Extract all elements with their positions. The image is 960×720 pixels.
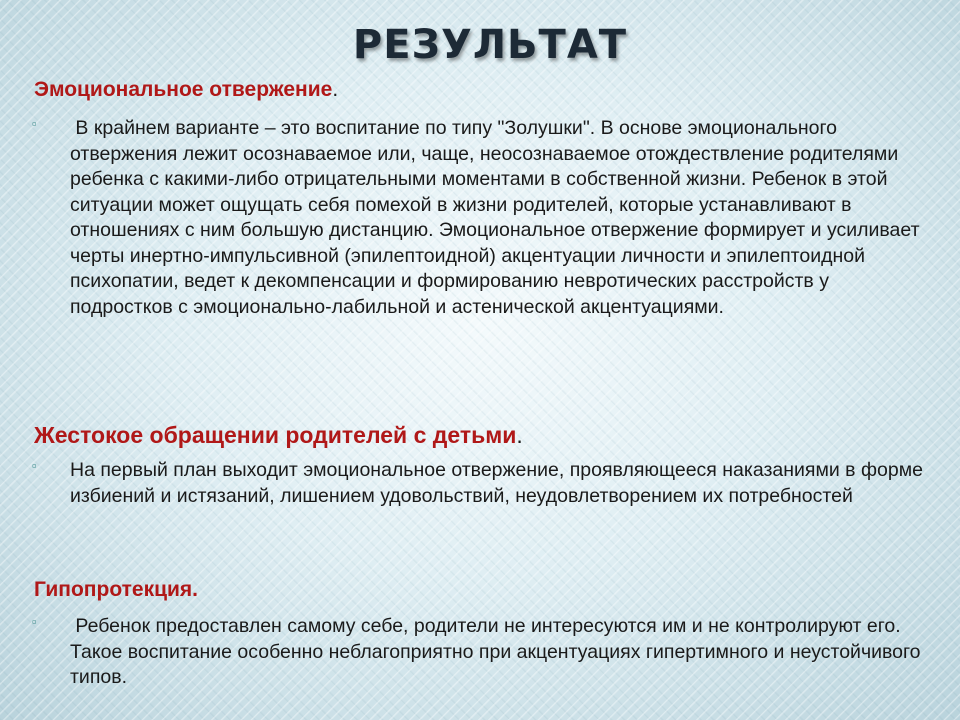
- slide-title: РЕЗУЛЬТАТ: [352, 22, 628, 68]
- bullet-text: В крайнем варианте – это воспитание по типу "Золушки". В основе эмоционального отвержения лежит осознаваемое или, чаще, неосознаваемое отождествление родителями ребенка с какими-либо отрицательными моментами в собственной жизни. Ребенок в этой ситуации может ощущать себя помехой в жизни родителей, которые устанавливают в отношениях с ним большую дистанцию. Эмоциональное отвержение формирует и усиливает черты инертно-импульсивной (эпилептоидной) акцентуации личности и эпилептоидной психопатии, ведет к декомпенсации и формированию невротических расстройств у подростков с эмоционально-лабильной и астенической акцентуациями.: [70, 117, 920, 318]
- square-bullet-icon: ▫: [32, 614, 37, 629]
- square-bullet-icon: ▫: [32, 458, 37, 473]
- section-heading-cruel-treatment: [34, 422, 523, 449]
- bullet-text: На первый план выходит эмоциональное отвержение, проявляющееся наказаниями в форме избиений и истязаний, лишением удовольствий, неудовлетворением их потребностей: [70, 459, 923, 507]
- section-heading-text: Эмоциональное отвержение: [34, 78, 333, 101]
- bullet-item-cruel-treatment: [32, 458, 932, 509]
- section-heading-hypoprotection: [34, 578, 198, 602]
- bullet-text: Ребенок предоставлен самому себе, родители не интересуются им и не контролируют его. Такое воспитание особенно неблагоприятно при акцентуациях гипертимного и неустойчивого типов.: [70, 615, 921, 688]
- section-heading-text: Гипопротекция.: [34, 578, 199, 601]
- bullet-item-emotional-rejection: [32, 116, 932, 320]
- section-heading-emotional-rejection: [34, 78, 338, 102]
- section-heading-period: .: [332, 78, 339, 101]
- bullet-item-hypoprotection: [32, 614, 932, 691]
- square-bullet-icon: ▫: [32, 116, 37, 131]
- section-heading-period: .: [516, 422, 523, 448]
- section-heading-text: Жестокое обращении родителей с детьми: [34, 422, 517, 448]
